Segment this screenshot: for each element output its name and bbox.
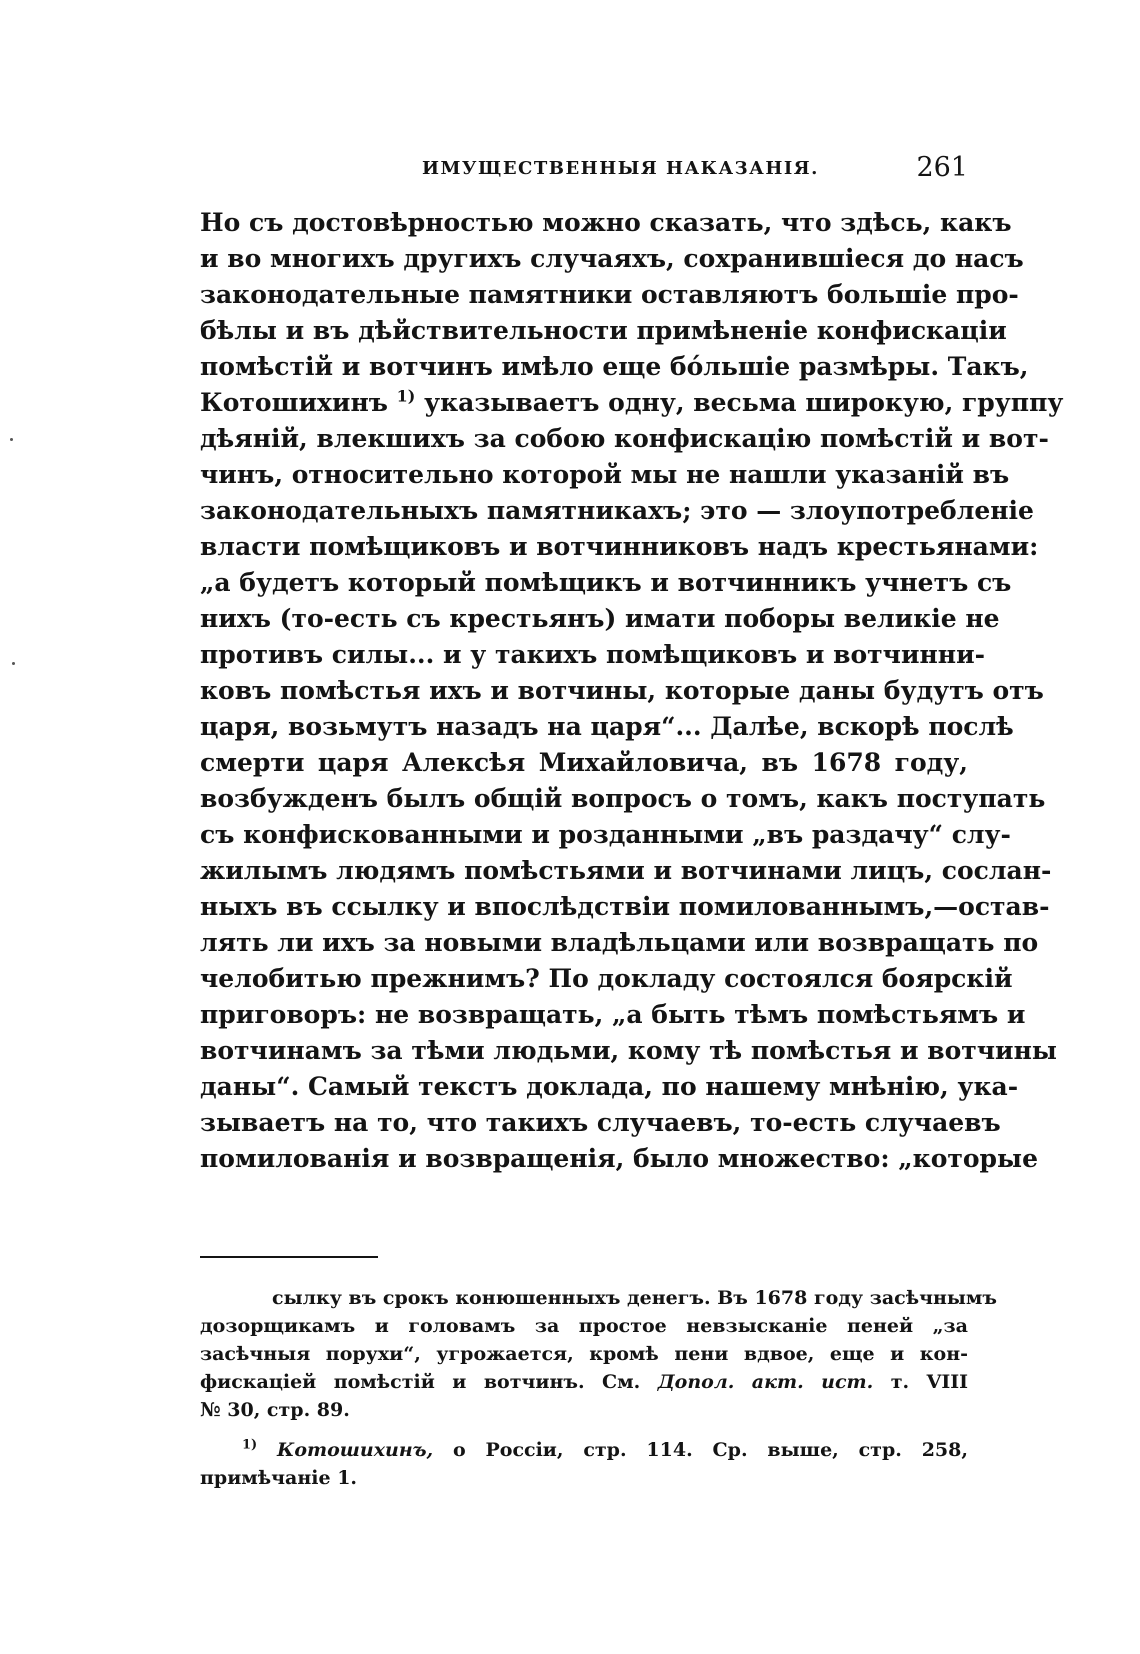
text-line-rest: указываетъ одну, весьма широкую, группу: [424, 388, 1064, 417]
text-line: бѣлы и въ дѣйствительности примѣненіе конфискаціи: [200, 316, 1007, 345]
text-line: лять ли ихъ за новыми владѣльцами или возвращать по: [200, 928, 1039, 957]
footnote-line: дозорщикамъ и головамъ за простое невзысканіе пеней „за: [200, 1315, 968, 1337]
text-line: челобитью прежнимъ? По докладу состоялся боярскій: [200, 964, 1013, 993]
text-line: смерти царя Алексѣя Михайловича, въ 1678 году,: [200, 748, 968, 777]
main-text: [200, 205, 1064, 1177]
footnote-text: т. VIII: [890, 1371, 968, 1393]
text-line: законодательные памятники оставляютъ большіе про-: [200, 280, 1019, 309]
text-line: царя, возьмутъ назадъ на царя“... Далѣе, вскорѣ послѣ: [200, 712, 1014, 741]
footnote-line: примѣчаніе 1.: [200, 1467, 358, 1489]
text-line: ковъ помѣстья ихъ и вотчины, которые даны будутъ отъ: [200, 676, 1044, 705]
footnotes: [200, 1284, 998, 1492]
running-title: ИМУЩЕСТВЕННЫЯ НАКАЗАНІЯ.: [422, 158, 819, 179]
footnote-1: [200, 1436, 968, 1464]
scan-speck: [12, 662, 15, 665]
footnote-marker: 1): [242, 1437, 258, 1453]
text-line: чинъ, относительно которой мы не нашли указаній въ: [200, 460, 1010, 489]
text-line: съ конфискованными и розданными „въ раздачу“ слу-: [200, 820, 1011, 849]
text-line: жилымъ людямъ помѣстьями и вотчинами лицъ, сослан-: [200, 856, 1052, 885]
text-line: дѣяній, влекшихъ за собою конфискацію помѣстій и вот-: [200, 424, 1049, 453]
text-line: законодательныхъ памятникахъ; это — злоупотребленіе: [200, 496, 1034, 525]
footnote-marker: 1): [396, 386, 416, 406]
text-line: „а будетъ который помѣщикъ и вотчинникъ учнетъ съ: [200, 568, 1012, 597]
source-reference: Допол. акт. ист.: [657, 1371, 874, 1393]
text-line: зываетъ на то, что такихъ случаевъ, то-есть случаевъ: [200, 1108, 1001, 1137]
scan-speck: [10, 438, 13, 441]
running-header: [200, 152, 968, 186]
footnote-line: № 30, стр. 89.: [200, 1399, 350, 1421]
footnote-line: засѣчныя порухи“, угрожается, кромѣ пени вдвое, еще и кон-: [200, 1343, 968, 1365]
text-line: помѣстій и вотчинъ имѣло еще бо́льшіе размѣры. Такъ,: [200, 352, 1029, 381]
text-line: вотчинамъ за тѣми людьми, кому тѣ помѣстья и вотчины: [200, 1036, 1057, 1065]
footnote-line: сылку въ срокъ конюшенныхъ денегъ. Въ 1678 году засѣчнымъ: [272, 1287, 998, 1309]
page-number: 261: [916, 152, 968, 183]
text-line: возбужденъ былъ общій вопросъ о томъ, какъ поступать: [200, 784, 1046, 813]
footnote-divider: [200, 1256, 378, 1258]
text-line: нихъ (то-есть съ крестьянъ) имати поборы великіе не: [200, 604, 1000, 633]
text-line: даны“. Самый текстъ доклада, по нашему мнѣнію, ука-: [200, 1072, 1019, 1101]
text-line: власти помѣщиковъ и вотчинниковъ надъ крестьянами:: [200, 532, 1039, 561]
author-name: Котошихинъ,: [277, 1439, 434, 1461]
text-line: приговоръ: не возвращать, „а быть тѣмъ помѣстьямъ и: [200, 1000, 1026, 1029]
text-line: помилованія и возвращенія, было множество: „которые: [200, 1144, 1038, 1173]
text-line: противъ силы... и у такихъ помѣщиковъ и вотчинни-: [200, 640, 986, 669]
text-line: Но съ достовѣрностью можно сказать, что здѣсь, какъ: [200, 208, 1012, 237]
footnote-text: фискаціей помѣстій и вотчинъ. См.: [200, 1371, 641, 1393]
footnote-text: о Россіи, стр. 114. Ср. выше, стр. 258,: [452, 1439, 968, 1461]
text-line: [200, 385, 1064, 421]
text-line: ныхъ въ ссылку и впослѣдствіи помилованнымъ,—остав-: [200, 892, 1050, 921]
text-line: и во многихъ другихъ случаяхъ, сохранившіеся до насъ: [200, 244, 1024, 273]
footnote-line: [200, 1368, 968, 1396]
author-name: Котошихинъ: [200, 388, 388, 417]
